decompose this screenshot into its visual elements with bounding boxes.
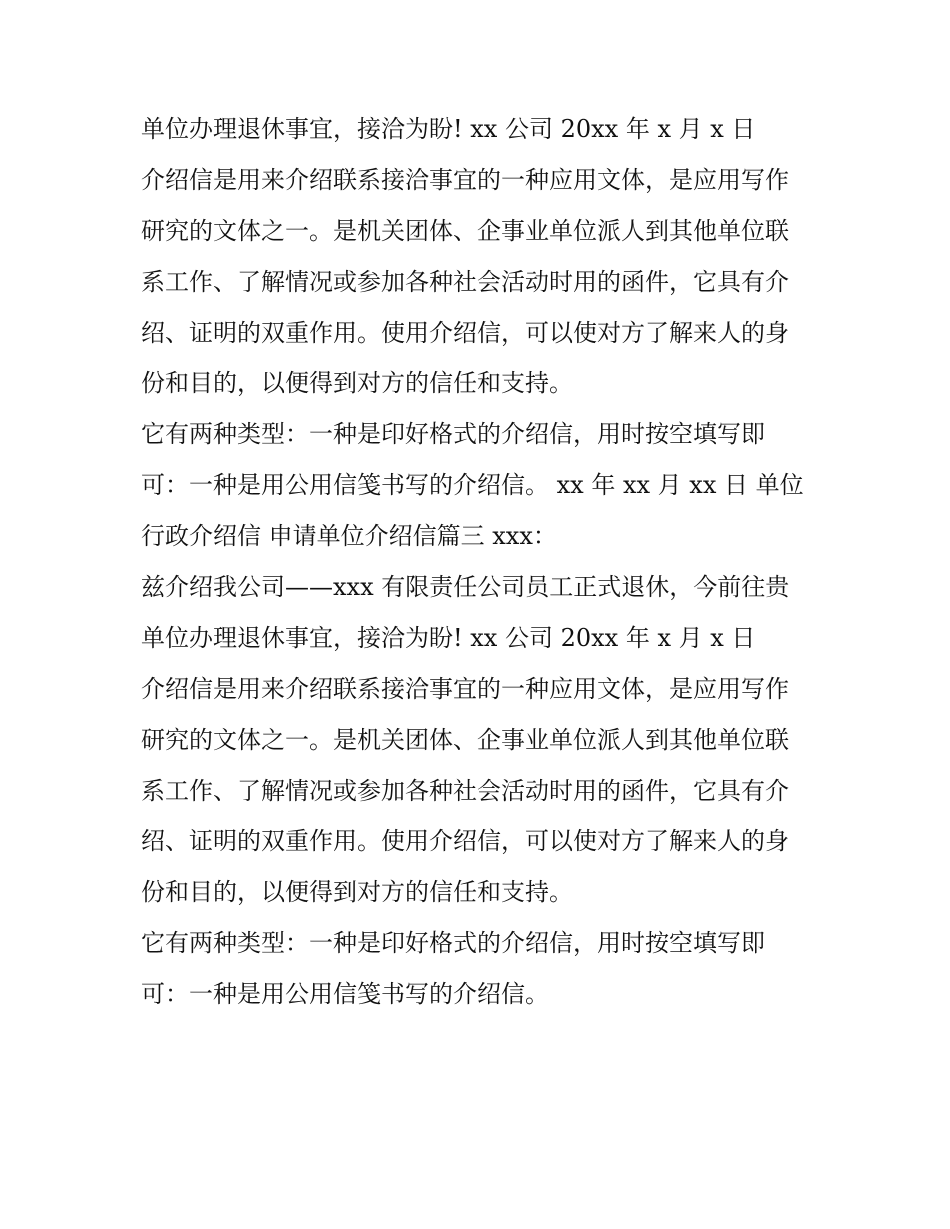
text-line: 它有两种类型：一种是印好格式的介绍信，用时按空填写即 (141, 420, 765, 449)
text-line: 介绍信是用来介绍联系接洽事宜的一种应用文体，是应用写作 (141, 674, 789, 703)
text-line: 系工作、了解情况或参加各种社会活动时用的函件，它具有介 (141, 776, 789, 805)
text-line: 可：一种是用公用信笺书写的介绍信。 xx 年 xx 月 xx 日 单位 (141, 471, 804, 500)
text-line: 研究的文体之一。是机关团体、企事业单位派人到其他单位联 (141, 216, 789, 245)
text-line: 份和目的，以便得到对方的信任和支持。 (141, 878, 573, 907)
text-line: 行政介绍信 申请单位介绍信篇三 xxx： (141, 522, 557, 551)
text-line: 系工作、了解情况或参加各种社会活动时用的函件，它具有介 (141, 267, 789, 296)
text-line: 兹介绍我公司——xxx 有限责任公司员工正式退休，今前往贵 (141, 573, 790, 602)
text-line: 绍、证明的双重作用。使用介绍信，可以使对方了解来人的身 (141, 827, 789, 856)
text-line: 它有两种类型：一种是印好格式的介绍信，用时按空填写即 (141, 929, 765, 958)
text-line: 单位办理退休事宜，接洽为盼! xx 公司 20xx 年 x 月 x 日 (141, 623, 756, 652)
text-line: 份和目的，以便得到对方的信任和支持。 (141, 369, 573, 398)
text-line: 绍、证明的双重作用。使用介绍信，可以使对方了解来人的身 (141, 318, 789, 347)
text-line: 研究的文体之一。是机关团体、企事业单位派人到其他单位联 (141, 725, 789, 754)
text-line: 介绍信是用来介绍联系接洽事宜的一种应用文体，是应用写作 (141, 165, 789, 194)
text-line: 单位办理退休事宜，接洽为盼! xx 公司 20xx 年 x 月 x 日 (141, 115, 756, 143)
document-body (141, 104, 831, 1020)
text-line: 可：一种是用公用信笺书写的介绍信。 (141, 980, 549, 1009)
